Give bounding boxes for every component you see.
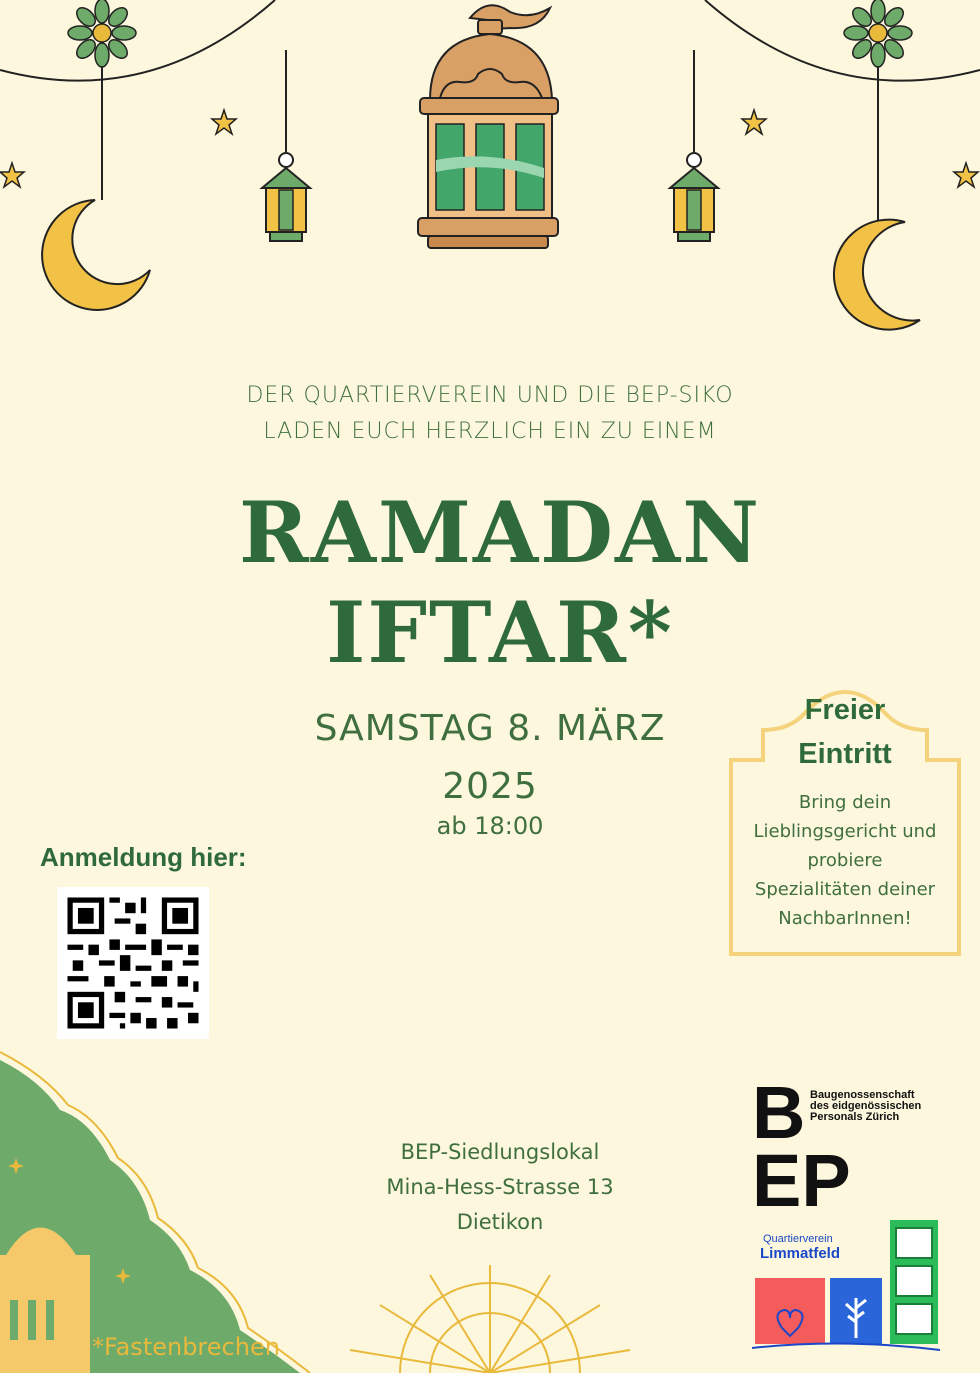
qv-logo-small: Quartierverein	[763, 1233, 833, 1245]
star-icon	[212, 110, 236, 134]
title-ramadan: RAMADAN	[239, 483, 761, 582]
free-entry-line: Lieblingsgericht und	[753, 821, 937, 842]
mosque-decoration	[0, 1050, 320, 1373]
flower-icon-left	[68, 0, 136, 67]
intro-line-1: DER QUARTIERVEREIN UND DIE BEP-SIKO	[246, 383, 734, 408]
bep-logo-b: B	[752, 1071, 806, 1154]
venue-line-1: BEP-Siedlungslokal	[400, 1140, 600, 1164]
hanging-decorations	[0, 0, 980, 340]
intro-text	[0, 378, 980, 450]
title-iftar: IFTAR*	[326, 583, 674, 682]
free-entry-text	[745, 788, 945, 933]
event-year: 2025	[442, 766, 538, 807]
footnote: *Fastenbrechen	[92, 1333, 280, 1361]
free-entry-title-1: Freier	[804, 694, 886, 726]
event-time: ab 18:00	[436, 812, 544, 840]
bep-logo-ep: EP	[752, 1139, 851, 1222]
flower-icon-right	[844, 0, 912, 67]
crescent-moon-icon-left	[42, 200, 150, 310]
free-entry-line: NachbarInnen!	[778, 908, 912, 929]
event-date: SAMSTAG 8. MÄRZ	[314, 708, 666, 749]
lantern-icon-left	[262, 50, 310, 241]
qv-logo-big: Limmatfeld	[760, 1245, 841, 1262]
venue-line-3: Dietikon	[456, 1210, 544, 1234]
quartierverein-logo	[752, 1218, 942, 1354]
big-lantern-icon	[418, 5, 558, 248]
registration-qr-code[interactable]	[57, 887, 209, 1039]
intro-line-2: LADEN EUCH HERZLICH EIN ZU EINEM	[263, 419, 717, 444]
star-icon	[0, 163, 24, 187]
star-icon	[742, 110, 766, 134]
lantern-icon-right	[670, 50, 718, 241]
bep-logo-name: Baugenossenschaft des eidgenössischen Personals Zürich	[810, 1089, 922, 1123]
free-entry-title-2: Eintritt	[798, 738, 892, 770]
crescent-moon-icon-right	[834, 220, 920, 330]
registration-label: Anmeldung hier:	[40, 842, 247, 872]
free-entry-line: Spezialitäten deiner	[754, 879, 936, 900]
venue-line-2: Mina-Hess-Strasse 13	[386, 1175, 614, 1199]
sunburst-decoration	[330, 1255, 650, 1373]
free-entry-line: Bring dein	[798, 792, 892, 813]
qr-code-icon	[57, 887, 209, 1039]
free-entry-line: probiere	[807, 850, 883, 871]
star-icon	[954, 163, 978, 187]
